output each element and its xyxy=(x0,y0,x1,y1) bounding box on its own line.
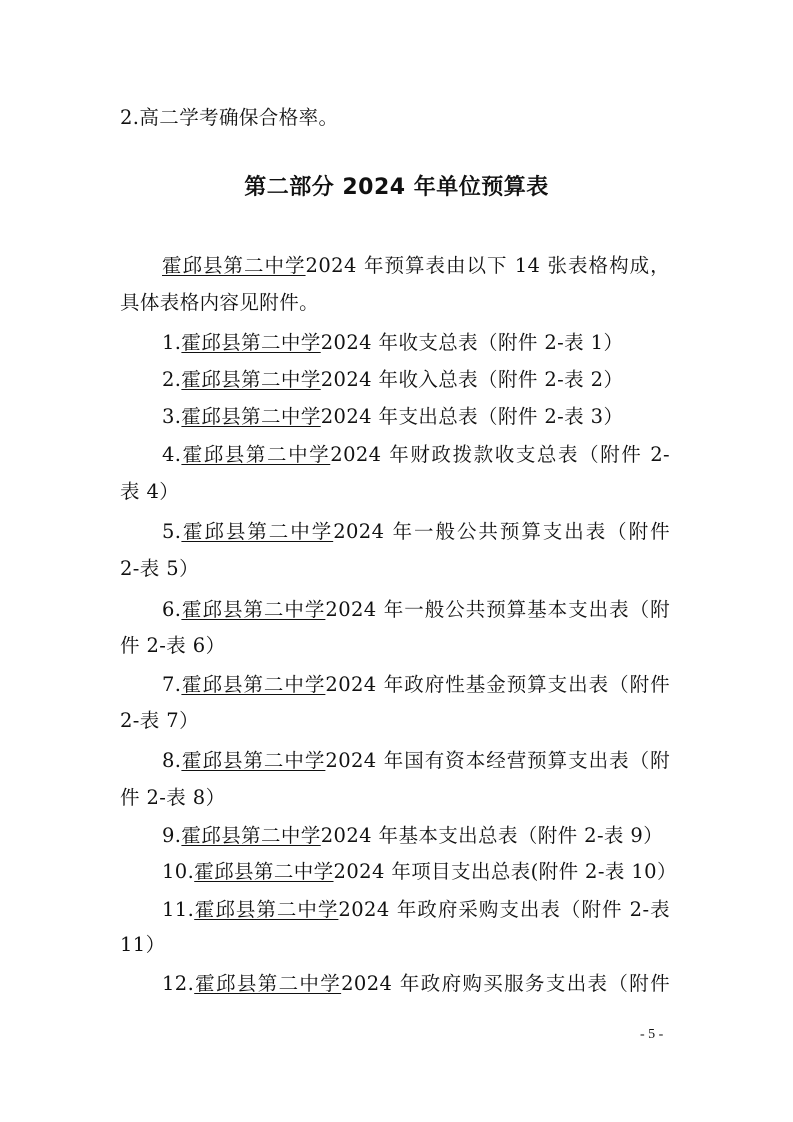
list-item-continuation: 2-表 5） xyxy=(120,557,200,580)
list-item: 12.霍邱县第二中学2024 年政府购买服务支出表（附件 xyxy=(162,972,670,995)
list-item-continuation: 件 2-表 8） xyxy=(120,786,226,809)
intro-text: 2024 年预算表由以下 14 张表格构成， xyxy=(305,254,670,277)
list-item: 7.霍邱县第二中学2024 年政府性基金预算支出表（附件 xyxy=(162,673,670,696)
list-item: 5.霍邱县第二中学2024 年一般公共预算支出表（附件 xyxy=(162,520,670,543)
list-item: 6.霍邱县第二中学2024 年一般公共预算基本支出表（附 xyxy=(162,598,670,621)
list-item: 1.霍邱县第二中学2024 年收支总表（附件 2-表 1） xyxy=(162,331,624,354)
list-item: 3.霍邱县第二中学2024 年支出总表（附件 2-表 3） xyxy=(162,405,624,428)
section-heading: 第二部分 2024 年单位预算表 xyxy=(244,175,549,200)
org-name: 霍邱县第二中学 xyxy=(162,254,306,277)
list-item: 2.霍邱县第二中学2024 年收入总表（附件 2-表 2） xyxy=(162,368,624,391)
top-item: 2.高二学考确保合格率。 xyxy=(120,106,339,129)
list-item: 11.霍邱县第二中学2024 年政府采购支出表（附件 2-表 xyxy=(162,898,670,921)
list-item: 4.霍邱县第二中学2024 年财政拨款收支总表（附件 2- xyxy=(162,443,670,466)
list-item-continuation: 表 4） xyxy=(120,480,180,503)
list-item: 8.霍邱县第二中学2024 年国有资本经营预算支出表（附 xyxy=(162,749,670,772)
list-item: 10.霍邱县第二中学2024 年项目支出总表(附件 2-表 10） xyxy=(162,860,677,883)
list-item-continuation: 2-表 7） xyxy=(120,709,200,732)
list-item-continuation: 11） xyxy=(120,933,166,956)
list-item-continuation: 件 2-表 6） xyxy=(120,634,226,657)
page-number: - 5 - xyxy=(640,1027,664,1042)
intro-line-2: 具体表格内容见附件。 xyxy=(120,291,320,314)
intro-line-1 xyxy=(162,252,670,280)
list-item: 9.霍邱县第二中学2024 年基本支出总表（附件 2-表 9） xyxy=(162,824,664,847)
